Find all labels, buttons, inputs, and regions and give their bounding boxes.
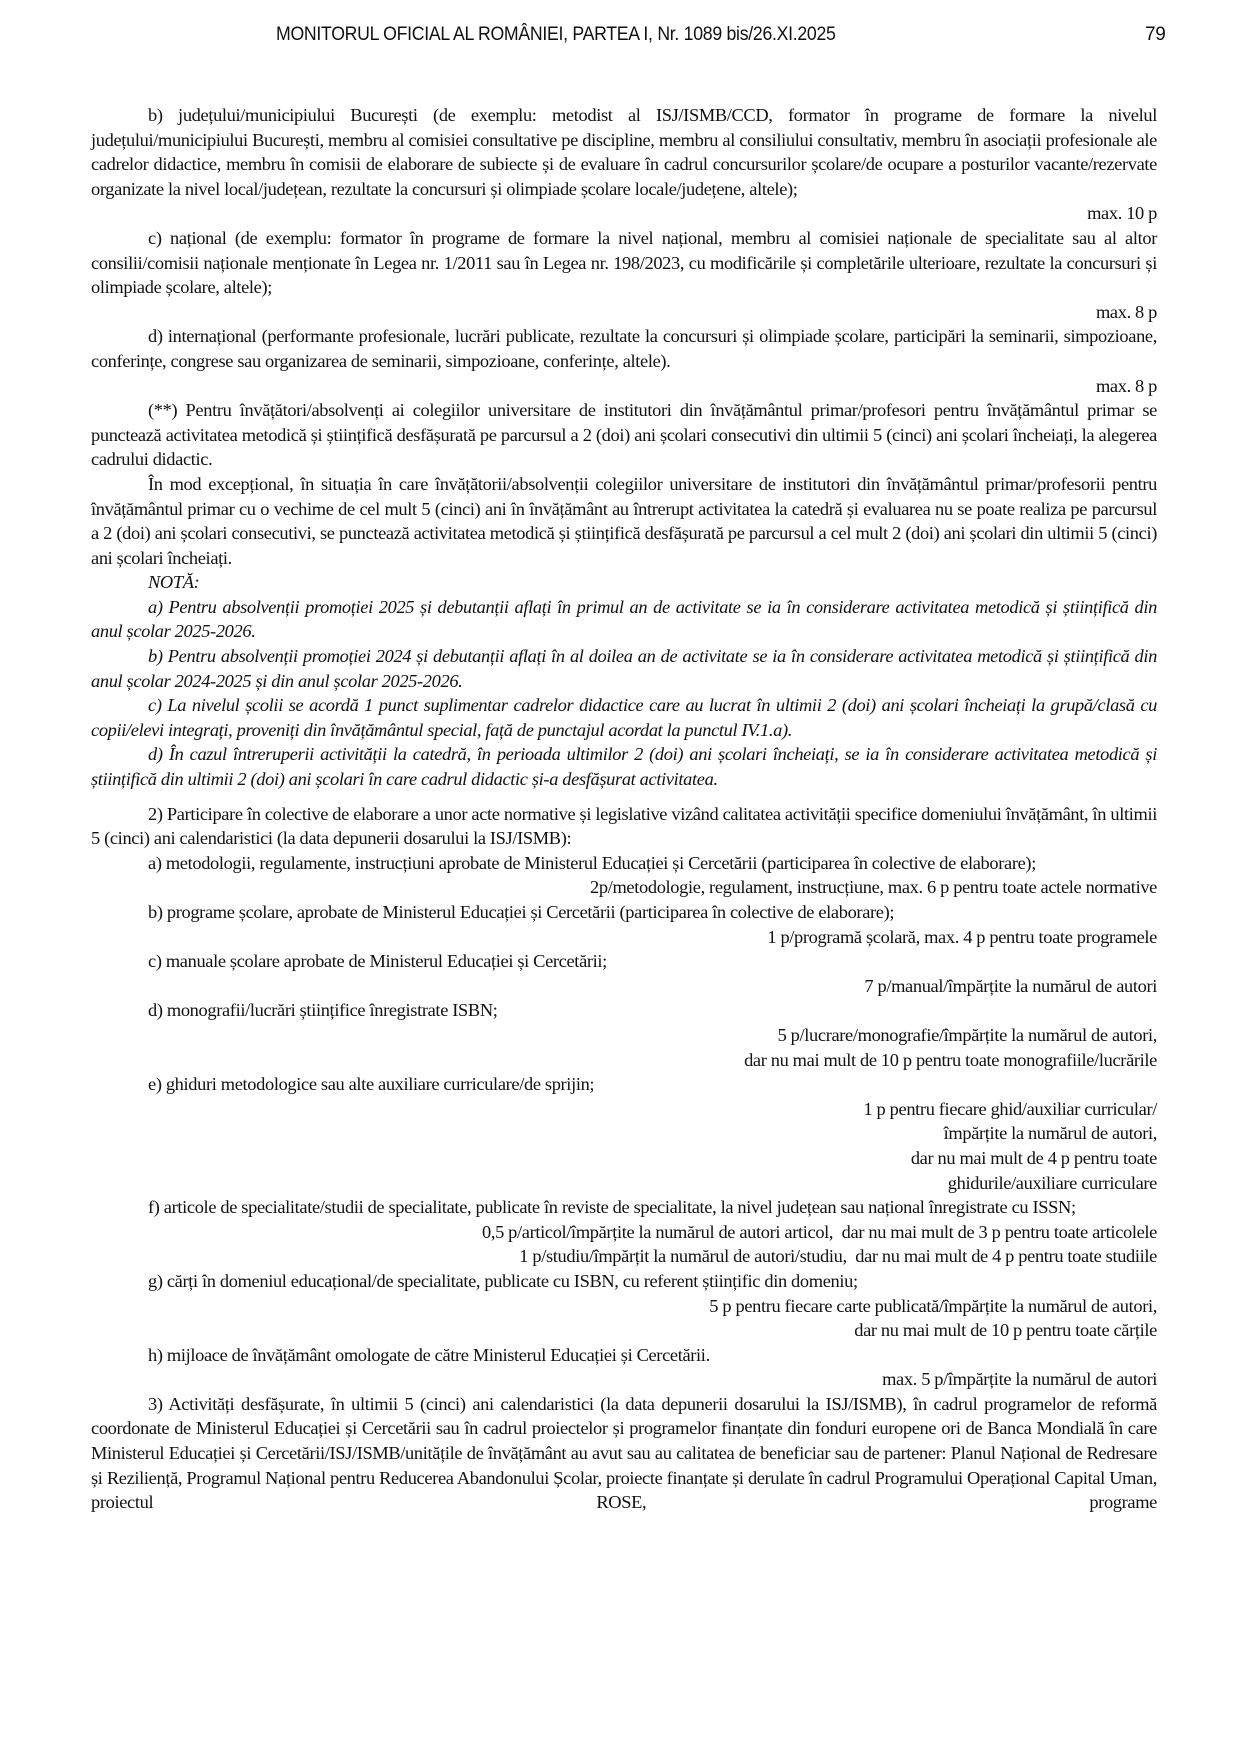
section-2-item-b: b) programe școlare, aprobate de Ministerul Educației și Cercetării (participarea în colective de elaborare); <box>148 902 895 922</box>
section-2-item-f-score-articles: 0,5 p/articol/împărțite la numărul de autori articol, dar nu mai mult de 3 p pentru toate articolele <box>481 1221 1157 1242</box>
section-2-item-c: c) manuale școlare aprobate de Ministerul Educației și Cercetării; <box>148 951 607 972</box>
section-2-item-f-score-studies: 1 p/studiu/împărțit la numărul de autori/studiu, dar nu mai mult de 4 p pentru toate studiile <box>519 1246 1157 1267</box>
section-2-item-d: d) monografii/lucrări științifice înregistrate ISBN; <box>148 1000 498 1021</box>
criterion-d-international: d) internațional (performante profesionale, lucrări publicate, rezultate la concursuri și olimpiade școlare, participări la seminarii, simpozioane, conferințe, congrese sau organizarea de seminarii, simpozioane, conferințe, altele). <box>91 326 1157 371</box>
nota-item-b: b) Pentru absolvenții promoției 2024 și debutanții aflați în al doilea an de activitate se ia în considerare activitatea metodică și științifică din anul școlar 2024-2025 și din anul școlar 2025-2026. <box>91 646 1157 691</box>
section-2-item-g-score-line-2: dar nu mai mult de 10 p pentru toate cărțile <box>854 1320 1157 1341</box>
nota-item-d: d) În cazul întreruperii activității la catedră, în perioada ultimilor 2 (doi) ani școlari încheiați, se ia în considerare activitatea metodică și științifică din ultimii 2 (doi) ani școlari în care cadrul didactic și-a desfășurat activitatea. <box>91 744 1157 790</box>
section-2-item-d-score-line-2: dar nu mai mult de 10 p pentru toate monografiile/lucrările <box>744 1049 1157 1070</box>
section-2-item-d-score-line-1: 5 p/lucrare/monografie/împărțite la numărul de autori, <box>777 1024 1157 1045</box>
nota-item-c: c) La nivelul școlii se acordă 1 punct suplimentar cadrelor didactice care au lucrat în ultimii 2 (doi) ani școlari încheiați la grupă/clasă cu copii/elevi integrați, proveniți din învățământul special, față de punctajul acordat la punctul IV.1.a). <box>91 695 1157 740</box>
section-2-item-e-score-line-2: împărțite la numărul de autori, <box>943 1123 1157 1144</box>
section-2-item-e: e) ghiduri metodologice sau alte auxiliare curriculare/de sprijin; <box>148 1074 595 1095</box>
section-2-item-e-score-line-4: ghidurile/auxiliare curriculare <box>947 1172 1157 1193</box>
section-2-item-h: h) mijloace de învățământ omologate de către Ministerul Educației și Cercetării. <box>148 1344 710 1365</box>
section-2-item-a: a) metodologii, regulamente, instrucțiuni aprobate de Ministerul Educației și Cercetării (participarea în colective de elaborare); <box>148 852 1036 873</box>
section-2-item-c-score: 7 p/manual/împărțite la numărul de autori <box>864 975 1157 996</box>
footnote-primary-teachers: (**) Pentru învățători/absolvenți ai colegiilor universitare de institutori din învățământul primar/profesori pentru învățământul primar se punctează activitatea metodică și științifică desfășurată pe parcursul a 2 (doi) ani școlari consecutivi din ultimii 5 (cinci) ani școlari încheiați, la alegerea cadrului didactic. <box>91 400 1157 470</box>
criterion-b-score: max. 10 p <box>1087 203 1157 224</box>
publication-title: MONITORUL OFICIAL AL ROMÂNIEI, PARTEA I, Nr. 1089 bis/26.XI.2025 <box>276 24 836 45</box>
document-body <box>91 103 1157 1515</box>
section-2-item-f: f) articole de specialitate/studii de specialitate, publicate în reviste de specialitate, la nivel județean sau național înregistrate cu ISSN; <box>148 1197 1076 1218</box>
footnote-exceptional-case: În mod excepțional, în situația în care învățătorii/absolvenții colegiilor universitare de institutori din învățământul primar/profesorii pentru învățământul primar cu o vechime de cel mult 5 (cinci) ani în învățământ au întrerupt activitatea la catedră și evaluarea nu se poate realiza pe parcursul a 2 (doi) ani școlari consecutivi, se punctează activitatea metodică și științifică desfășurată pe parcursul a cel mult 2 (doi) ani școlari din ultimii 5 (cinci) ani școlari încheiați. <box>91 473 1157 568</box>
criterion-d-score: max. 8 p <box>1095 375 1157 396</box>
section-spacer <box>91 792 1157 802</box>
section-2-item-e-score-line-3: dar nu mai mult de 4 p pentru toate <box>910 1147 1157 1168</box>
section-2-intro: 2) Participare în colective de elaborare a unor acte normative și legislative vizând calitatea activității specifice domeniului învățământ, în ultimii 5 (cinci) ani calendaristici (la data depunerii dosarului la ISJ/ISMB): <box>91 803 1157 849</box>
page-number: 79 <box>1145 24 1166 45</box>
section-3-intro: 3) Activități desfășurate, în ultimii 5 (cinci) ani calendaristici (la data depunerii dosarului la ISJ/ISMB), în cadrul programelor de reformă coordonate de Ministerul Educației și Cercetării sau în cadrul proiectelor și programelor finanțate din fonduri europene ori de Banca Mondială în care Ministerul Educației și Cercetării/ISJ/ISMB/unitățile de învățământ au avut sau au calitatea de beneficiar sau de partener: Planul Național de Redresare și Reziliență, Programul Național pentru Reducerea Abandonului Școlar, proiecte finanțate și derulate în cadrul Programului Operațional Capital Uman, proiectul ROSE, programe <box>91 1393 1157 1513</box>
nota-item-a: a) Pentru absolvenții promoției 2025 și debutanții aflați în primul an de activitate se ia în considerare activitatea metodică și științifică din anul școlar 2025-2026. <box>91 596 1157 642</box>
section-2-item-g: g) cărți în domeniul educațional/de specialitate, publicate cu ISBN, cu referent științific din domeniu; <box>148 1270 858 1291</box>
section-2-item-e-score-line-1: 1 p pentru fiecare ghid/auxiliar curricular/ <box>863 1098 1157 1119</box>
section-2-item-b-score: 1 p/programă școlară, max. 4 p pentru toate programele <box>767 926 1157 947</box>
criterion-b-county: b) județului/municipiului București (de exemplu: metodist al ISJ/ISMB/CCD, formator în programe de formare la nivelul județului/municipiului București, membru al comisiei consultative pe discipline, membru al consiliului consultativ, membru în asociații profesionale ale cadrelor didactice, membru în comisii de elaborare de subiecte și de evaluare în cadrul concursurilor școlare/de ocupare a posturilor vacante/rezervate organizate la nivel local/județean, rezultate la concursuri și olimpiade școlare locale/județene, altele); <box>91 105 1157 199</box>
section-2-item-g-score-line-1: 5 p pentru fiecare carte publicată/împărțite la numărul de autori, <box>709 1295 1157 1316</box>
page-header <box>0 22 1240 52</box>
criterion-c-national: c) național (de exemplu: formator în programe de formare la nivel național, membru al comisiei naționale de specialitate sau al altor consilii/comisii naționale menționate în Legea nr. 1/2011 sau în Legea nr. 198/2023, cu modificările și completările ulterioare, rezultate la concursuri și olimpiade școlare, altele); <box>91 227 1157 298</box>
section-2-item-h-score: max. 5 p/împărțite la numărul de autori <box>882 1369 1157 1390</box>
nota-label: NOTĂ: <box>148 572 200 593</box>
criterion-c-score: max. 8 p <box>1095 301 1157 322</box>
section-2-item-a-score: 2p/metodologie, regulament, instrucțiune, max. 6 p pentru toate actele normative <box>590 877 1157 898</box>
